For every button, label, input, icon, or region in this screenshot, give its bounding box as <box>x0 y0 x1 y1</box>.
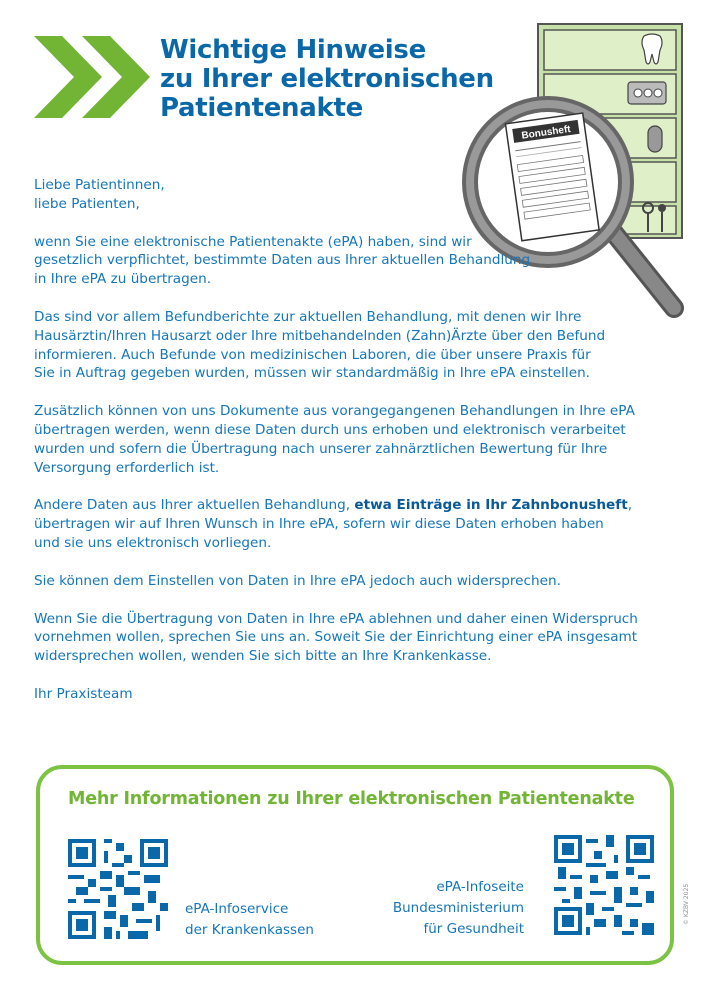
qr-code-icon[interactable] <box>554 835 654 935</box>
qr-label-left-text: ePA-Infoservice der Krankenkassen <box>185 901 314 938</box>
title-line-1: Wichtige Hinweise <box>160 35 426 65</box>
page-title <box>160 36 500 123</box>
qr-code-icon[interactable] <box>68 839 168 939</box>
paragraph-5: Sie können dem Einstellen von Daten in Ihre ePA jedoch auch widersprechen. <box>34 572 561 589</box>
paragraph-4-bold: etwa Einträge in Ihr Zahnbonusheft <box>354 497 628 514</box>
paragraph-1: wenn Sie eine elektronische Patientenakte (ePA) haben, sind wir gesetzlich verpflichtet, bestimmte Daten aus Ihrer aktuellen Behandlung in Ihre ePA zu übertragen. <box>34 233 531 288</box>
paragraph-2: Das sind vor allem Befundberichte zur aktuellen Behandlung, mit denen wir Ihre Hausärztin/Ihren Hausarzt oder Ihre mitbehandelnden (Zahn)Ärzte über den Befund informieren. Auch Befunde von medizinischen Laboren, die über unsere Praxis für Sie in Auftrag gegeben wurden, müssen wir standardmäßig in Ihre ePA einstellen. <box>34 308 606 382</box>
paragraph-6: Wenn Sie die Übertragung von Daten in Ihre ePA ablehnen und daher einen Widerspruch vornehmen wollen, sprechen Sie uns an. Soweit Sie der Einrichtung einer ePA insgesamt widersprechen wollen, wenden Sie sich bitte an Ihre Krankenkasse. <box>34 610 638 665</box>
qr-label-right-text: ePA-Infoseite Bundesministerium für Gesundheit <box>392 879 524 937</box>
paragraph-4-start: Andere Daten aus Ihrer aktuellen Behandlung, <box>34 497 355 514</box>
info-heading: Mehr Informationen zu Ihrer elektronischen Patientenakte <box>68 789 635 809</box>
booklet-title: Bonusheft <box>520 123 572 142</box>
paragraph-4-end: , übertragen wir auf Ihren Wunsch in Ihre ePA, sofern wir diese Daten erhoben haben und sie uns elektronisch vorliegen. <box>34 497 633 551</box>
title-line-2: zu Ihrer elektronischen <box>160 64 494 94</box>
paragraph-4 <box>34 496 684 552</box>
letter-body <box>34 176 684 723</box>
qr-label-right <box>393 877 524 940</box>
info-box <box>36 765 674 965</box>
qr-label-left <box>185 899 314 941</box>
double-chevron-icon <box>34 36 150 118</box>
signature: Ihr Praxisteam <box>34 685 133 702</box>
paragraph-3: Zusätzlich können von uns Dokumente aus vorangegangenen Behandlungen in Ihre ePA übertragen werden, wenn diese Daten durch uns erhoben und elektronisch verarbeitet wurden und sofern die Übertragung nach unserer zahnärztlichen Bewertung für Ihre Versorgung erforderlich ist. <box>34 403 635 476</box>
greeting: Liebe Patientinnen, liebe Patienten, <box>34 177 165 212</box>
copyright-note: © KZBV 2025 <box>683 883 690 925</box>
title-line-3: Patientenakte <box>160 93 363 123</box>
